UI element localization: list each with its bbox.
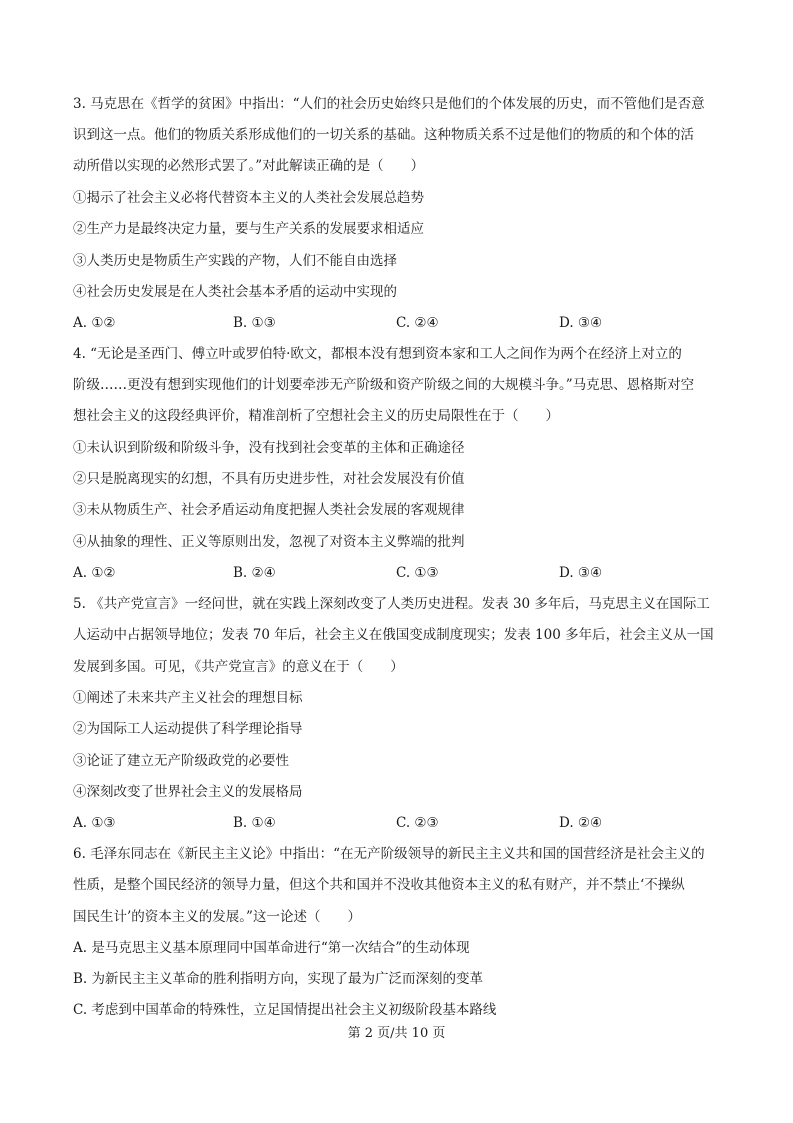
q3-statement-1: ①揭示了社会主义必将代替资本主义的人类社会发展总趋势 — [73, 190, 424, 206]
q6-choice-c[interactable]: C. 考虑到中国革命的特殊性，立足国情提出社会主义初级阶段基本路线 — [73, 1002, 497, 1018]
q4-stem-line-3: 想社会主义的这段经典评价，精准剖析了空想社会主义的历史局限性在于（ ） — [73, 408, 559, 424]
q6-stem-line-1: 6. 毛泽东同志在《新民主主义论》中指出：“在无产阶级领导的新民主主义共和国的国营经济是社会主义的 — [73, 846, 705, 862]
q4-stem-line-2: 阶级……更没有想到实现他们的计划要牵涉无产阶级和资产阶级之间的大规模斗争。”马克思、恩格斯对空 — [73, 377, 695, 393]
q3-statement-2: ②生产力是最终决定力量，要与生产关系的发展要求相适应 — [73, 221, 424, 237]
q5-statement-2: ②为国际工人运动提供了科学理论指导 — [73, 721, 303, 737]
q3-option-b[interactable]: B. ①③ — [233, 315, 276, 331]
q4-statement-4: ④从抽象的理性、正义等原则出发，忽视了对资本主义弊端的批判 — [73, 534, 465, 550]
q3-stem-line-3: 动所借以实现的必然形式罢了。”对此解读正确的是（ ） — [73, 158, 425, 174]
q4-statement-1: ①未认识到阶级和阶级斗争，没有找到社会变革的主体和正确途径 — [73, 440, 465, 456]
q4-option-a[interactable]: A. ①② — [73, 565, 116, 581]
q5-statement-3: ③论证了建立无产阶级政党的必要性 — [73, 753, 289, 769]
q4-option-c[interactable]: C. ①③ — [396, 565, 439, 581]
q6-stem-line-3: 国民生计’的资本主义的发展。”这一论述（ ） — [73, 909, 361, 925]
q3-stem-line-1: 3. 马克思在《哲学的贫困》中指出：“人们的社会历史始终只是他们的个体发展的历史，而不管他们是否意 — [73, 96, 705, 112]
q3-option-a[interactable]: A. ①② — [73, 315, 116, 331]
q4-stem-line-1: 4. “无论是圣西门、傅立叶或罗伯特·欧文，都根本没有想到资本家和工人之间作为两个在经济上对立的 — [73, 346, 682, 362]
q6-choice-a[interactable]: A. 是马克思主义基本原理同中国革命进行“第一次结合”的生动体现 — [73, 940, 470, 956]
q4-options — [73, 564, 725, 582]
q4-statement-2: ②只是脱离现实的幻想，不具有历史进步性，对社会发展没有价值 — [73, 471, 465, 487]
q4-option-d[interactable]: D. ③④ — [559, 565, 603, 581]
q3-statement-4: ④社会历史发展是在人类社会基本矛盾的运动中实现的 — [73, 284, 397, 300]
q5-option-b[interactable]: B. ①④ — [233, 815, 276, 831]
q3-option-c[interactable]: C. ②④ — [396, 315, 439, 331]
q6-choice-b[interactable]: B. 为新民主主义革命的胜利指明方向，实现了最为广泛而深刻的变革 — [73, 971, 484, 987]
q5-statement-1: ①阐述了未来共产主义社会的理想目标 — [73, 690, 303, 706]
q5-statement-4: ④深刻改变了世界社会主义的发展格局 — [73, 784, 303, 800]
q3-option-d[interactable]: D. ③④ — [559, 315, 603, 331]
q5-option-a[interactable]: A. ①③ — [73, 815, 116, 831]
q5-option-c[interactable]: C. ②③ — [396, 815, 439, 831]
q6-stem-line-2: 性质，是整个国民经济的领导力量，但这个共和国并不没收其他资本主义的私有财产，并不禁止‘不操纵 — [73, 877, 685, 893]
q3-statement-3: ③人类历史是物质生产实践的产物，人们不能自由选择 — [73, 253, 397, 269]
q4-statement-3: ③未从物质生产、社会矛盾运动角度把握人类社会发展的客观规律 — [73, 502, 465, 518]
q4-option-b[interactable]: B. ②④ — [233, 565, 276, 581]
q5-stem-line-2: 人运动中占据领导地位；发表 70 年后，社会主义在俄国变成制度现实；发表 100 多年后，社会主义从一国 — [73, 627, 714, 643]
page-number-footer: 第 2 页/共 10 页 — [347, 1026, 446, 1041]
q3-options — [73, 314, 725, 332]
q5-option-d[interactable]: D. ②④ — [559, 815, 603, 831]
q5-stem-line-3: 发展到多国。可见，《共产党宣言》的意义在于（ ） — [73, 659, 404, 675]
q5-stem-line-1: 5. 《共产党宣言》一经问世，就在实践上深刻改变了人类历史进程。发表 30 多年后，马克思主义在国际工 — [73, 596, 710, 612]
q5-options — [73, 814, 725, 832]
q3-stem-line-2: 识到这一点。他们的物质关系形成他们的一切关系的基础。这种物质关系不过是他们的物质的和个体的活 — [73, 127, 694, 143]
